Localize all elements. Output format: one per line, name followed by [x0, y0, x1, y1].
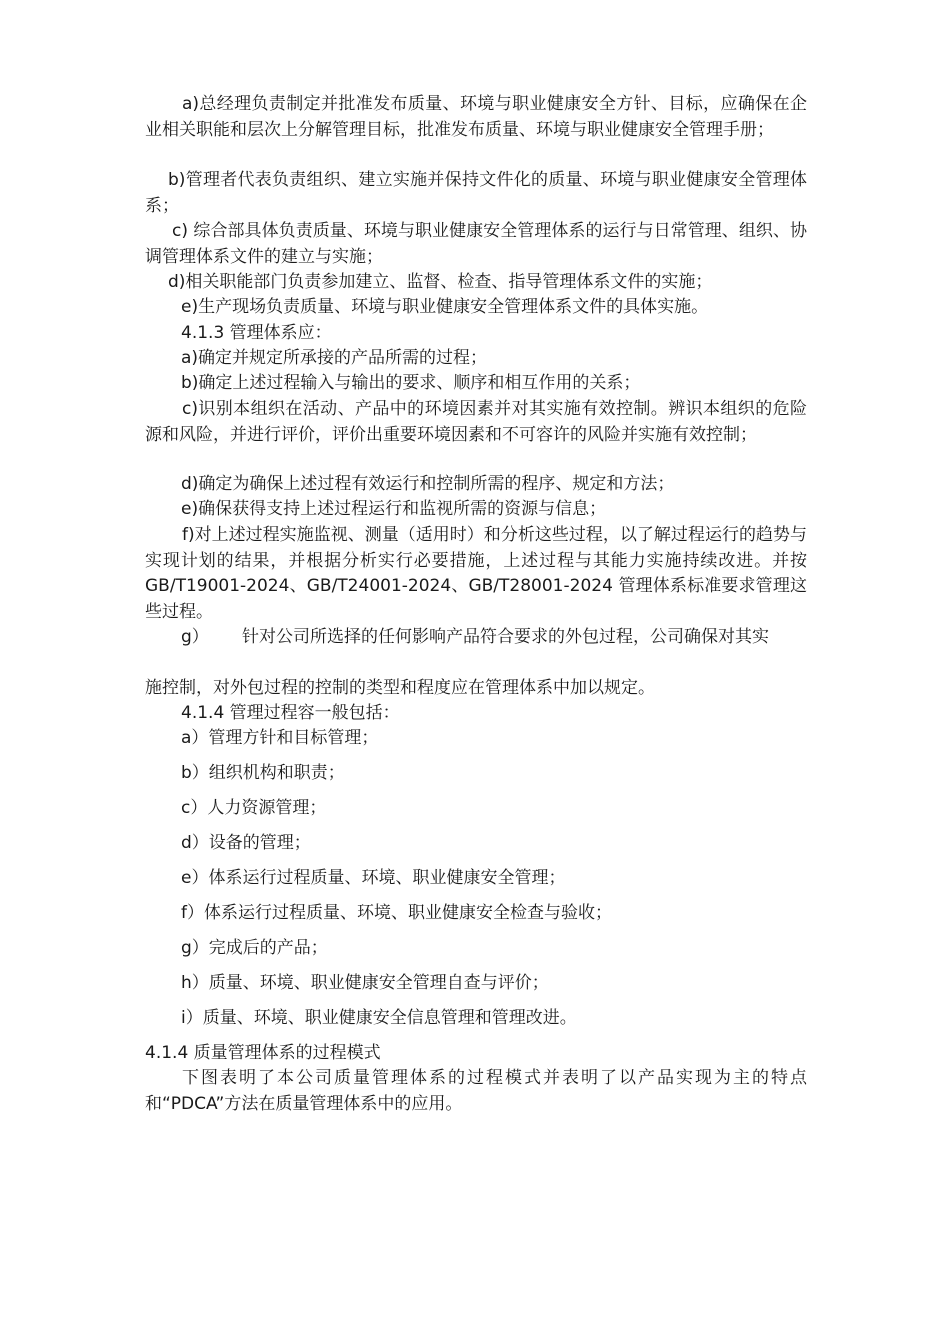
- s413-item-b: b)确定上述过程输入与输出的要求、顺序和相互作用的关系；: [181, 373, 641, 393]
- s413-item-g-label: g）: [181, 627, 209, 647]
- process-item: h）质量、环境、职业健康安全管理自查与评价；: [181, 973, 549, 993]
- s413-item-c: c)识别本组织在活动、产品中的环境因素并对其实施有效控制。辨识本组织的危险源和风险，并进行评价，评价出重要环境因素和不可容许的风险并实施有效控制；: [145, 399, 807, 445]
- paragraph-b: b)管理者代表负责组织、建立实施并保持文件化的质量、环境与职业健康安全管理体系；: [145, 170, 807, 216]
- paragraph-c: c) 综合部具体负责质量、环境与职业健康安全管理体系的运行与日常管理、组织、协调管理体系文件的建立与实施；: [145, 221, 807, 267]
- s413-item-a: a)确定并规定所承接的产品所需的过程；: [181, 348, 488, 368]
- section-4-1-3-heading: 4.1.3 管理体系应：: [181, 323, 332, 343]
- s413-item-d: d)确定为确保上述过程有效运行和控制所需的程序、规定和方法；: [181, 474, 675, 494]
- s413-item-g-continuation: 施控制，对外包过程的控制的类型和程度应在管理体系中加以规定。: [145, 678, 655, 698]
- process-item: g）完成后的产品；: [181, 938, 328, 958]
- s413-item-g-text: 针对公司所选择的任何影响产品符合要求的外包过程，公司确保对其实: [242, 627, 769, 647]
- section-4-1-4-heading: 4.1.4 管理过程容一般包括：: [181, 703, 400, 723]
- process-item: d）设备的管理；: [181, 833, 311, 853]
- paragraph-e: e)生产现场负责质量、环境与职业健康安全管理体系文件的具体实施。: [181, 297, 709, 317]
- process-item: c）人力资源管理；: [181, 798, 327, 818]
- process-item: i）质量、环境、职业健康安全信息管理和管理改进。: [181, 1008, 577, 1028]
- process-item: b）组织机构和职责；: [181, 763, 345, 783]
- process-model-description: 下图表明了本公司质量管理体系的过程模式并表明了以产品实现为主的特点和“PDCA”方法在质量管理体系中的应用。: [145, 1068, 807, 1114]
- paragraph-a: a)总经理负责制定并批准发布质量、环境与职业健康安全方针、目标，应确保在企业相关职能和层次上分解管理目标，批准发布质量、环境与职业健康安全管理手册；: [145, 94, 807, 140]
- paragraph-d: d)相关职能部门负责参加建立、监督、检查、指导管理体系文件的实施；: [168, 272, 713, 292]
- s413-item-f: f)对上述过程实施监视、测量（适用时）和分析这些过程，以了解过程运行的趋势与实现计划的结果，并根据分析实行必要措施，上述过程与其能力实施持续改进。并按 GB/T19001-2024、GB/T24001-2024、GB/T28001-2024 管理体系标准要求管理这些过程。: [145, 525, 807, 622]
- s413-item-e: e)确保获得支持上述过程运行和监视所需的资源与信息；: [181, 499, 607, 519]
- section-4-1-4-process-model-heading: 4.1.4 质量管理体系的过程模式: [145, 1043, 381, 1063]
- process-item: f）体系运行过程质量、环境、职业健康安全检查与验收；: [181, 903, 612, 923]
- process-item: a）管理方针和目标管理；: [181, 728, 379, 748]
- process-item: e）体系运行过程质量、环境、职业健康安全管理；: [181, 868, 566, 888]
